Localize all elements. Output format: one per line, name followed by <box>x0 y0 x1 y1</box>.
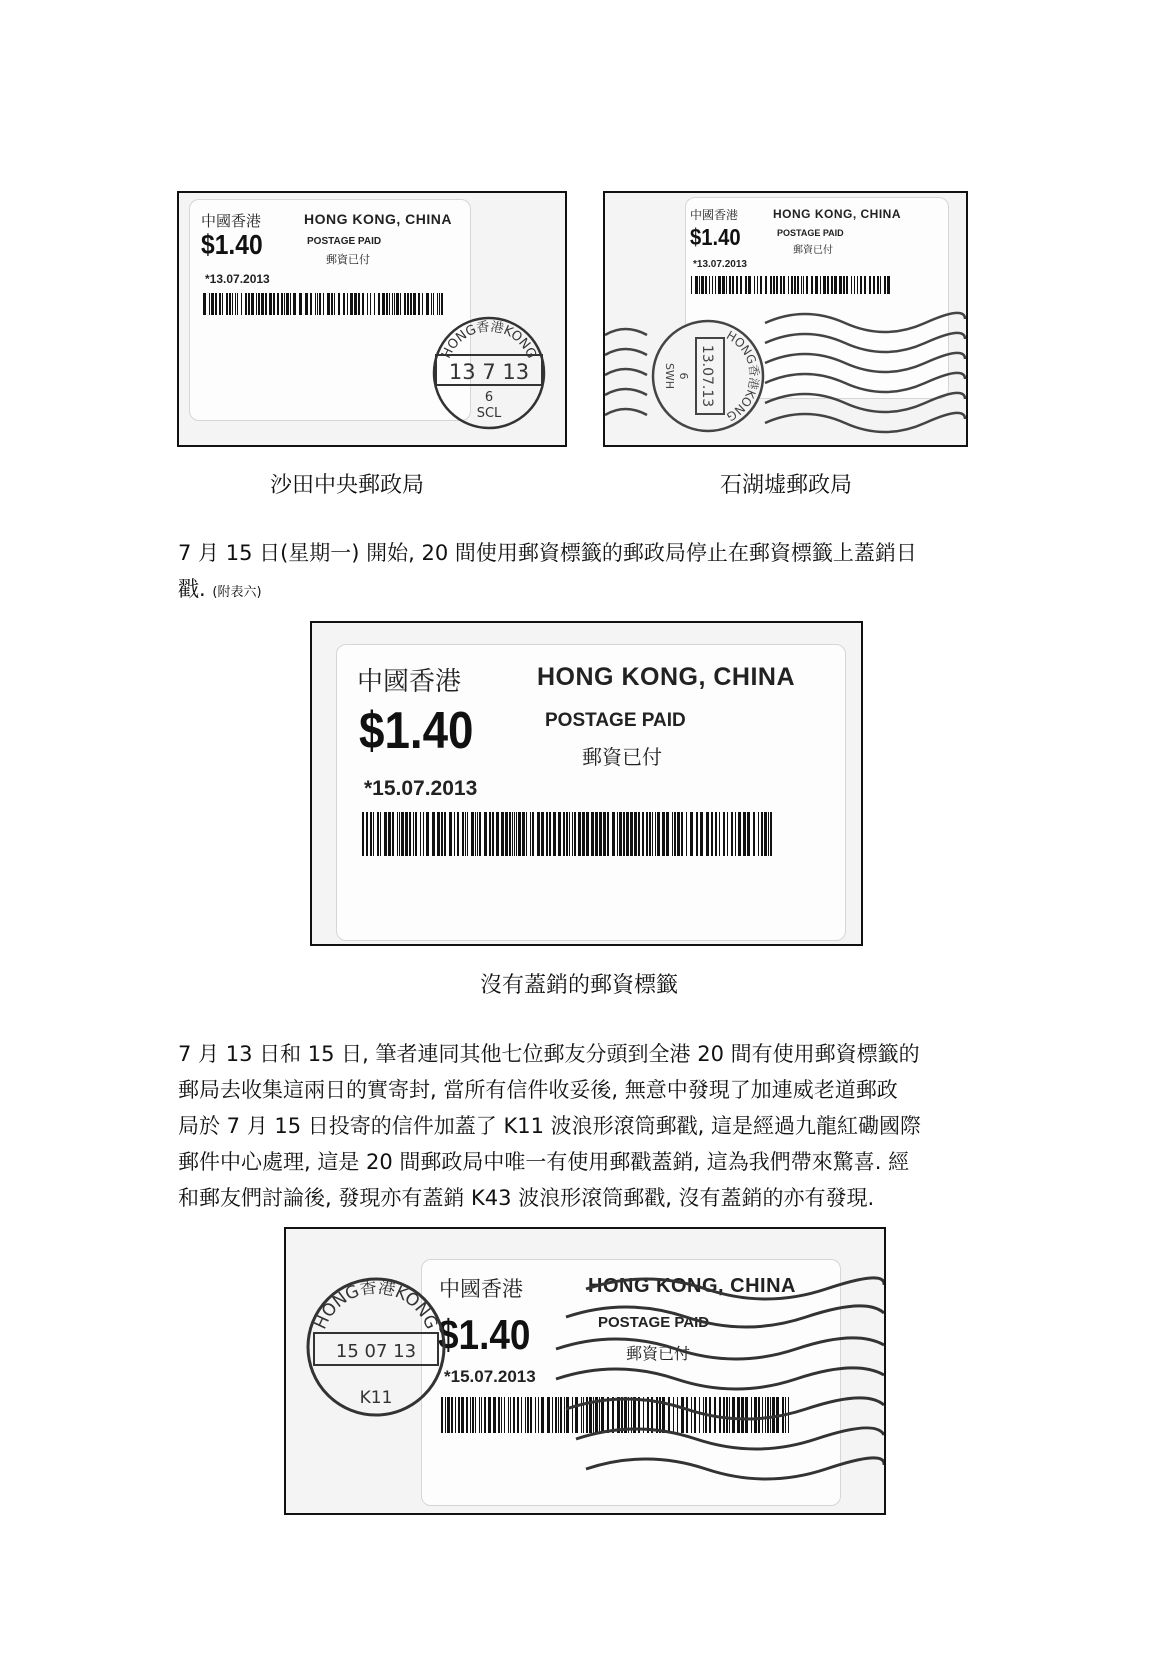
label-date: *15.07.2013 <box>444 1367 536 1386</box>
barcode-bar <box>378 293 380 315</box>
barcode-bar <box>715 812 717 856</box>
paragraph-line: 和郵友們討論後, 發現亦有蓋銷 K43 波浪形滾筒郵戳, 沒有蓋銷的亦有發現. <box>178 1186 875 1210</box>
barcode-bar <box>277 293 279 315</box>
postmark-line2: 6 <box>484 390 494 405</box>
barcode-bar <box>657 812 660 856</box>
barcode-bar <box>578 812 581 856</box>
caption-sheung-shui: 石湖墟郵政局 <box>720 473 853 498</box>
barcode-bar <box>674 812 676 856</box>
label-postage-paid-en: POSTAGE PAID <box>598 1314 710 1331</box>
postmark-code: SWH <box>663 362 676 390</box>
label-date: *13.07.2013 <box>205 272 270 286</box>
barcode-bar <box>753 812 755 856</box>
paragraph-line: 郵局去收集這兩日的實寄封, 當所有信件收妥後, 無意中發現了加連威老道郵政 <box>178 1078 898 1102</box>
barcode-bar <box>407 293 409 315</box>
barcode-bar <box>537 812 540 856</box>
label-postage-paid-cn: 郵資已付 <box>626 1344 691 1363</box>
barcode-bar <box>574 812 576 856</box>
barcode-bar <box>343 293 345 315</box>
svg-text:HONG香港KONG <box>311 1277 442 1332</box>
barcode-bar <box>338 293 340 315</box>
barcode-bar <box>761 812 763 856</box>
barcode-bar <box>358 293 360 315</box>
barcode-bar <box>516 812 517 856</box>
label-amount: $1.40 <box>359 702 474 760</box>
barcode-bar <box>514 812 515 856</box>
caption-sha-tin: 沙田中央郵政局 <box>270 473 425 498</box>
appendix-note: (附表六) <box>212 585 262 600</box>
barcode-bar <box>373 812 374 856</box>
barcode-bar <box>235 293 236 315</box>
barcode-bar <box>591 812 594 856</box>
barcode-bar <box>646 812 648 856</box>
barcode-bar <box>392 812 394 856</box>
barcode-bar <box>764 812 767 856</box>
barcode-bar <box>413 812 414 856</box>
barcode-bar <box>334 293 335 315</box>
barcode-bar <box>380 812 381 856</box>
barcode-bar <box>566 812 568 856</box>
barcode-bar <box>211 293 214 315</box>
barcode-bar <box>549 812 551 856</box>
barcode-bar <box>374 293 375 315</box>
postmark-date: 15 07 13 <box>335 1341 417 1362</box>
barcode-bar <box>237 293 238 315</box>
barcode-bar <box>743 812 746 856</box>
barcode-bar <box>245 293 247 315</box>
label-postage-paid-cn: 郵資已付 <box>582 745 662 769</box>
barcode-bar <box>219 293 221 315</box>
barcode-bar <box>501 812 504 856</box>
barcode-bar <box>522 812 525 856</box>
barcode-bar <box>612 812 615 856</box>
barcode-bar <box>418 293 420 315</box>
barcode-bar <box>607 812 609 856</box>
paragraph-line: 局於 7 月 15 日投寄的信件加蓋了 K11 波浪形滾筒郵戳, 這是經過九龍紅磡國際 <box>178 1114 921 1138</box>
barcode-bar <box>634 812 637 856</box>
barcode-bar <box>706 812 709 856</box>
barcode-bar <box>626 812 629 856</box>
barcode-bar <box>582 812 585 856</box>
barcode-bar <box>758 812 759 856</box>
barcode-bar <box>586 812 589 856</box>
label-postage-paid-cn: 郵資已付 <box>793 245 833 256</box>
barcode-bar <box>505 812 508 856</box>
barcode-bar <box>509 812 511 856</box>
barcode-bar <box>362 812 364 856</box>
barcode-bar <box>323 293 324 315</box>
barcode-bar <box>454 812 455 856</box>
label-postage-paid-cn: 郵資已付 <box>326 253 370 266</box>
barcode-bar <box>413 293 416 315</box>
barcode-bar <box>477 812 478 856</box>
wavy-cancellation <box>605 193 968 447</box>
barcode-bar <box>290 293 291 315</box>
barcode-bar <box>655 812 656 856</box>
barcode-bar <box>426 812 429 856</box>
barcode-bar <box>404 293 406 315</box>
paragraph-line <box>178 571 1008 611</box>
paragraph-intro <box>178 535 1008 611</box>
barcode-bar <box>409 812 411 856</box>
barcode-bar <box>738 812 741 856</box>
barcode-bar <box>617 812 618 856</box>
label-region-en: HONG KONG, CHINA <box>537 663 795 691</box>
barcode-bar <box>475 812 476 856</box>
barcode-bar <box>735 812 736 856</box>
label-amount: $1.40 <box>201 229 263 260</box>
barcode-bar <box>226 293 228 315</box>
paragraph-line: 郵件中心處理, 這是 20 間郵政局中唯一有使用郵戳蓋銷, 這為我們帶來驚喜. 經 <box>178 1150 910 1174</box>
barcode-bar <box>686 812 687 856</box>
barcode-bar <box>492 812 494 856</box>
barcode-bar <box>467 812 468 856</box>
barcode-bar <box>209 293 210 315</box>
barcode-bar <box>681 812 683 856</box>
label-region-cn: 中國香港 <box>439 1277 523 1301</box>
barcode-bar <box>350 293 353 315</box>
barcode-bar <box>256 293 257 315</box>
barcode-bar <box>366 812 368 856</box>
barcode-bar <box>652 812 653 856</box>
postmark-k11 <box>286 1229 886 1515</box>
barcode-bar <box>362 293 364 315</box>
label-amount: $1.40 <box>690 224 741 250</box>
postmark-line2: 6 <box>677 372 690 380</box>
barcode-bar <box>696 812 698 856</box>
barcode-bar <box>386 293 388 315</box>
barcode-bar <box>392 293 393 315</box>
label-postage-paid-en: POSTAGE PAID <box>545 710 686 731</box>
barcode-bar <box>347 293 348 315</box>
barcode-bar <box>546 812 548 856</box>
barcode-bar <box>232 293 233 315</box>
barcode-bar <box>599 812 602 856</box>
postmark-ring-text: HONG香港KONG <box>439 319 539 361</box>
barcode-bar <box>370 293 371 315</box>
barcode-bar <box>619 812 622 856</box>
barcode-bar <box>293 293 296 315</box>
barcode-bar <box>432 812 435 856</box>
barcode-bar <box>441 812 443 856</box>
barcode-bar <box>284 293 285 315</box>
barcode-bar <box>723 812 725 856</box>
barcode-bar <box>415 812 417 856</box>
paragraph-discovery <box>178 1036 1008 1216</box>
barcode-bar <box>526 812 527 856</box>
barcode-bar <box>370 812 372 856</box>
barcode-bar <box>397 812 398 856</box>
barcode-bar <box>269 293 272 315</box>
barcode-bar <box>623 812 625 856</box>
barcode-bar <box>222 293 223 315</box>
barcode-bar <box>422 293 423 315</box>
barcode-bar <box>638 812 640 856</box>
barcode-bar <box>666 812 669 856</box>
label-photo-sheung-shui <box>603 191 968 447</box>
barcode-bar <box>530 812 531 856</box>
barcode-bar <box>731 812 733 856</box>
barcode-bar <box>273 293 275 315</box>
barcode-bar <box>389 293 390 315</box>
barcode-bar <box>471 812 474 856</box>
barcode-bar <box>327 293 330 315</box>
barcode-bar <box>541 812 544 856</box>
barcode-bar <box>449 812 452 856</box>
postmark-date: 13.07.13 <box>699 344 715 408</box>
barcode-bar <box>399 812 400 856</box>
barcode-bar <box>496 812 499 856</box>
barcode-bar <box>672 812 673 856</box>
barcode-bar <box>401 812 404 856</box>
label-region-en: HONG KONG, CHINA <box>588 1275 796 1297</box>
barcode-bar <box>203 293 206 315</box>
paragraph-line: 7 月 15 日(星期一) 開始, 20 間使用郵資標籤的郵政局停止在郵資標籤上蓋銷日 <box>178 541 917 565</box>
label-date: *13.07.2013 <box>693 259 747 270</box>
barcode-bar <box>677 812 680 856</box>
barcode-bar <box>251 293 254 315</box>
barcode-bar <box>423 812 424 856</box>
barcode-bar <box>286 293 289 315</box>
barcode-bar <box>572 812 573 856</box>
barcode-bar <box>410 293 412 315</box>
barcode-bar <box>315 293 316 315</box>
barcode-bar <box>569 812 570 856</box>
barcode-bar <box>690 812 693 856</box>
barcode-bar <box>354 293 357 315</box>
barcode-bar <box>595 812 598 856</box>
barcode-bar <box>484 812 487 856</box>
barcode-bar <box>382 293 385 315</box>
barcode-bar <box>388 812 391 856</box>
barcode-bar <box>265 293 267 315</box>
barcode-bar <box>305 293 308 315</box>
barcode-bar <box>532 812 534 856</box>
barcode-bar <box>719 812 720 856</box>
barcode-bar <box>405 812 408 856</box>
barcode-bar <box>603 812 606 856</box>
barcode-bar <box>248 293 250 315</box>
barcode-bar <box>553 812 556 856</box>
label-postage-paid-en: POSTAGE PAID <box>777 228 844 238</box>
barcode-bar <box>770 812 772 856</box>
barcode-bar <box>258 293 260 315</box>
barcode-bar <box>479 812 481 856</box>
postmark-ring-text: HONG香港KONG <box>310 1277 442 1333</box>
barcode-bar <box>662 812 665 856</box>
barcode-bar <box>457 812 459 856</box>
barcode <box>362 812 772 856</box>
barcode-bar <box>215 293 217 315</box>
barcode-bar <box>444 812 446 856</box>
label-photo-k11 <box>284 1227 886 1515</box>
barcode-bar <box>420 812 421 856</box>
barcode-bar <box>310 293 312 315</box>
paragraph-line: 7 月 13 日和 15 日, 筆者連同其他七位郵友分頭到全港 20 間有使用郵資標籤的 <box>178 1042 920 1066</box>
barcode-bar <box>367 293 368 315</box>
barcode-bar <box>377 812 379 856</box>
barcode-bar <box>642 812 644 856</box>
barcode-bar <box>437 812 440 856</box>
label-region-en: HONG KONG, CHINA <box>773 207 901 221</box>
barcode-bar <box>489 812 491 856</box>
barcode-bar <box>317 293 318 315</box>
barcode-bar <box>384 812 387 856</box>
barcode-bar <box>563 812 565 856</box>
barcode-bar <box>465 812 466 856</box>
label-postage-paid-en: POSTAGE PAID <box>307 236 382 247</box>
postmark-circular <box>429 311 549 431</box>
barcode-bar <box>281 293 283 315</box>
postmark-code: SCL <box>476 406 502 421</box>
label-photo-sha-tin <box>177 191 567 447</box>
label-region-cn: 中國香港 <box>201 212 262 230</box>
barcode-bar <box>747 812 750 856</box>
barcode-bar <box>649 812 651 856</box>
barcode-bar <box>630 812 633 856</box>
postmark-date: 13 7 13 <box>448 360 530 384</box>
paragraph-line-end: 戳. <box>178 577 206 601</box>
label-amount: $1.40 <box>438 1311 531 1358</box>
barcode-bar <box>512 812 513 856</box>
caption-uncancelled: 沒有蓋銷的郵資標籤 <box>480 973 679 998</box>
postmark-ring-text: HONG香港KONG <box>724 328 762 424</box>
barcode-bar <box>727 812 728 856</box>
barcode-bar <box>396 293 399 315</box>
barcode-bar <box>700 812 703 856</box>
barcode <box>203 293 443 315</box>
barcode-bar <box>229 293 231 315</box>
label-region-en: HONG KONG, CHINA <box>304 211 452 227</box>
barcode-bar <box>241 293 242 315</box>
barcode-bar <box>319 293 321 315</box>
label-region-cn: 中國香港 <box>357 667 462 697</box>
barcode-bar <box>331 293 333 315</box>
barcode-bar <box>299 293 302 315</box>
barcode-bar <box>400 293 401 315</box>
barcode-bar <box>518 812 521 856</box>
label-date: *15.07.2013 <box>364 777 478 800</box>
barcode-bar <box>261 293 264 315</box>
postmark-code: K11 <box>359 1388 393 1408</box>
barcode-bar <box>462 812 464 856</box>
barcode-bar <box>711 812 713 856</box>
label-region-cn: 中國香港 <box>690 208 739 222</box>
barcode-bar <box>558 812 561 856</box>
barcode-bar <box>768 812 769 856</box>
label-photo-uncancelled <box>310 621 863 946</box>
barcode-bar <box>394 293 395 315</box>
